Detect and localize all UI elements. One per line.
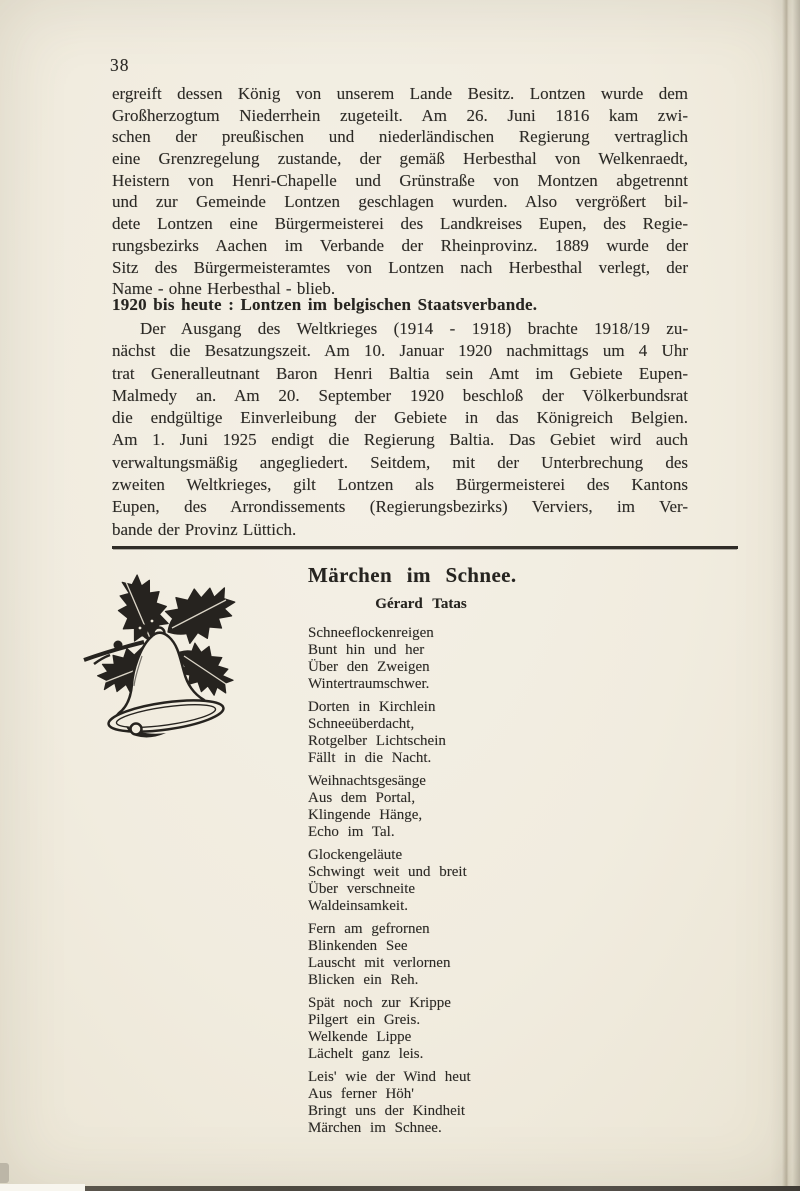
poem-line: Dorten in Kirchlein xyxy=(308,699,436,715)
text-line: dete Lontzen eine Bürgermeisterei des Landkreises Eupen, des Regie- xyxy=(112,214,688,234)
poem-stanza xyxy=(308,773,558,841)
poem-stanza xyxy=(308,699,558,767)
paragraph xyxy=(112,318,688,541)
poem-line: Fern am gefrornen xyxy=(308,921,430,937)
scan-corner-mark xyxy=(0,1163,9,1183)
poem-line: Lauscht mit verlornen xyxy=(308,955,451,971)
poem-stanza xyxy=(308,995,558,1063)
poem-line: Märchen im Schnee. xyxy=(308,1120,442,1136)
text-line: Am 1. Juni 1925 endigt die Regierung Baltia. Das Gebiet wird auch xyxy=(112,430,688,450)
poem-body xyxy=(308,625,558,1137)
holly-bell-illustration xyxy=(80,560,258,760)
text-line: nächst die Besatzungszeit. Am 10. Januar 1920 nachmittags um 4 Uhr xyxy=(112,341,688,361)
poem-line: Pilgert ein Greis. xyxy=(308,1012,421,1028)
poem-line: Blinkenden See xyxy=(308,938,408,954)
poem-line: Spät noch zur Krippe xyxy=(308,995,451,1011)
poem-stanza xyxy=(308,921,558,989)
page-edge-shadow-right xyxy=(770,0,800,1191)
poem-stanza xyxy=(308,847,558,915)
poem-line: Schwingt weit und breit xyxy=(308,864,467,880)
text-line: verwaltungsmäßig angegliedert. Seitdem, mit der Unterbrechung des xyxy=(112,452,688,472)
poem-line: Glockengeläute xyxy=(308,847,403,863)
text-line: schen der preußischen und niederländischen Regierung vertraglich xyxy=(112,127,688,147)
text-line: trat Generalleutnant Baron Henri Baltia sein Amt im Gebiete Eupen- xyxy=(112,363,688,383)
page-number: 38 xyxy=(110,55,130,75)
text-line: zweiten Weltkrieges, gilt Lontzen als Bürgermeisterei des Kantons xyxy=(112,475,688,495)
text-line: ergreift dessen König von unserem Lande Besitz. Lontzen wurde dem xyxy=(112,84,688,103)
page-edge-shadow-bottom xyxy=(85,1186,800,1191)
poem-author: Gérard Tatas xyxy=(375,596,467,612)
text-line: eine Grenzregelung zustande, der gemäß Herbesthal von Welkenraedt, xyxy=(112,149,688,169)
poem-line: Leis' wie der Wind heut xyxy=(308,1069,471,1085)
poem-line: Über verschneite xyxy=(308,881,416,897)
text-line: Heistern von Henri-Chapelle und Grünstraße von Montzen abgetrennt xyxy=(112,170,688,190)
text-line: Großherzogtum Niederrhein zugeteilt. Am 26. Juni 1816 kam zwi- xyxy=(112,105,688,125)
poem-line: Blicken ein Reh. xyxy=(308,972,419,988)
text-line: die endgültige Einverleibung der Gebiete in das Königreich Belgien. xyxy=(112,408,688,428)
poem-line: Lächelt ganz leis. xyxy=(308,1046,424,1062)
poem-section xyxy=(308,563,558,1143)
text-line: Name - ohne Herbesthal - blieb. xyxy=(112,279,336,299)
poem-line: Rotgelber Lichtschein xyxy=(308,733,446,749)
text-line: Malmedy an. Am 20. September 1920 beschloß der Völkerbundsrat xyxy=(112,385,688,405)
poem-line: Über den Zweigen xyxy=(308,659,430,675)
text-line: Der Ausgang des Weltkrieges (1914 - 1918) brachte 1918/19 zu- xyxy=(140,319,688,338)
poem-line: Fällt in die Nacht. xyxy=(308,750,432,766)
poem-line: Klingende Hänge, xyxy=(308,807,423,823)
poem-line: Aus ferner Höh' xyxy=(308,1086,415,1102)
text-line: Sitz des Bürgermeisteramtes von Lontzen nach Herbesthal verlegt, der xyxy=(112,257,688,277)
poem-title: Märchen im Schnee. xyxy=(308,563,517,587)
section-divider xyxy=(112,546,738,549)
poem-line: Wintertraumschwer. xyxy=(308,676,430,692)
poem-line: Schneeflockenreigen xyxy=(308,625,434,641)
poem-line: Schneeüberdacht, xyxy=(308,716,415,732)
poem-line: Bringt uns der Kindheit xyxy=(308,1103,466,1119)
poem-stanza xyxy=(308,625,558,693)
text-line: bande der Provinz Lüttich. xyxy=(112,519,297,539)
text-line: rungsbezirks Aachen im Verbande der Rheinprovinz. 1889 wurde der xyxy=(112,235,688,255)
poem-stanza xyxy=(308,1069,558,1137)
poem-line: Echo im Tal. xyxy=(308,824,395,840)
text-line: und zur Gemeinde Lontzen geschlagen wurden. Also vergrößert bil- xyxy=(112,192,688,212)
poem-line: Welkende Lippe xyxy=(308,1029,412,1045)
poem-line: Bunt hin und her xyxy=(308,642,425,658)
section-heading: 1920 bis heute : Lontzen im belgischen Staatsverbande. xyxy=(112,295,538,314)
poem-line: Aus dem Portal, xyxy=(308,790,416,806)
page-edge-bottom-light xyxy=(0,1184,85,1191)
text-line: Eupen, des Arrondissements (Regierungsbezirks) Verviers, im Ver- xyxy=(112,497,688,517)
poem-line: Weihnachtsgesänge xyxy=(308,773,426,789)
paragraph xyxy=(112,83,688,300)
poem-line: Waldeinsamkeit. xyxy=(308,898,409,914)
